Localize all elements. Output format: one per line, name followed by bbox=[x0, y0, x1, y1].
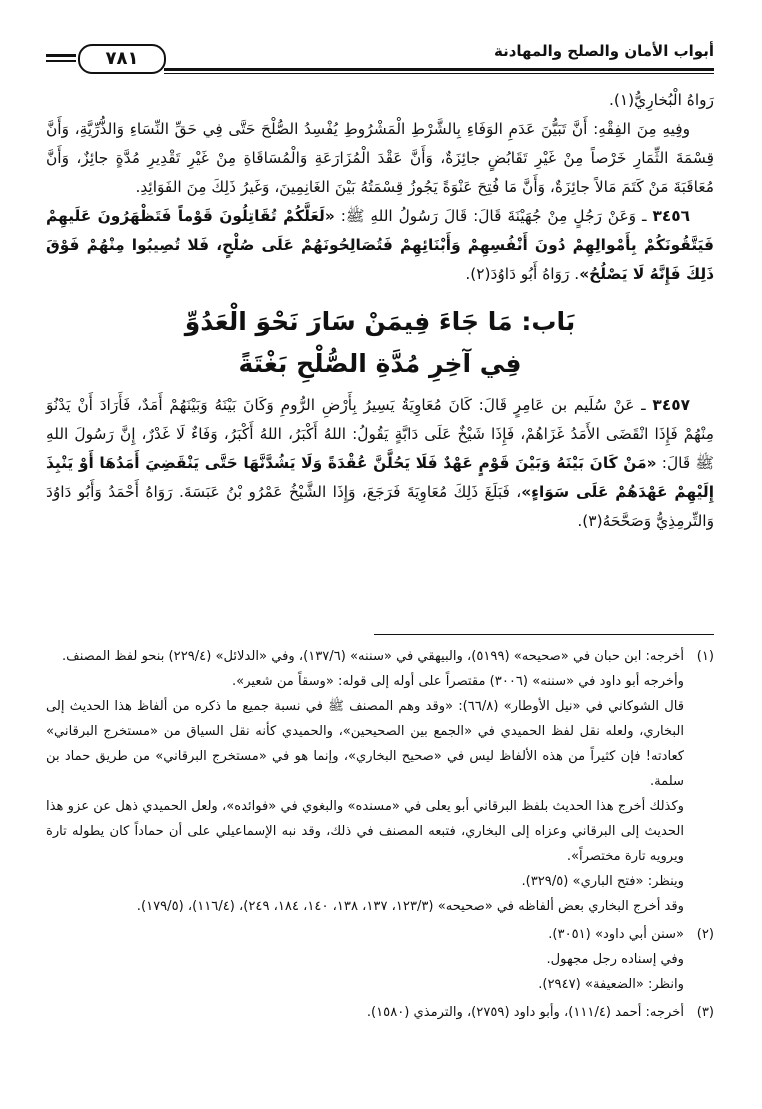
footnote-line: وفي إسناده رجل مجهول. bbox=[546, 952, 684, 967]
footnote-line: أخرجه: أحمد (١١١/٤)، وأبو داود (٢٧٥٩)، والترمذي (١٥٨٠). bbox=[366, 1005, 684, 1020]
header-dash bbox=[46, 54, 76, 57]
footnote-line: وكذلك أخرج هذا الحديث بلفظ البرقاني أبو يعلى في «مسنده» والبغوي في «فوائده»، ولعل الحميدي ذهل عن عزو هذا الحديث إلى البرقاني وعزاه إلى البخاري، فتبعه المصنف في ذلك، وقد نبه الإسماعيلي على أن حماداً كان يطوله تارة ويرويه تارة مختصراً». bbox=[46, 799, 684, 864]
running-title: أبواب الأمان والصلح والمهادنة bbox=[493, 42, 714, 60]
footnote-body bbox=[46, 922, 684, 997]
footnote bbox=[46, 1000, 714, 1025]
attribution-line: رَواهُ الْبُخارِيُّ(١). bbox=[608, 91, 714, 109]
hadith-quote: «لَعَلَّكُمْ تُقَاتِلُونَ قَوْماً فَتَظْهَرُونَ عَلَيهِمْ فَيَتَّقُونَكُمْ بِأَمْوالِهِمْ دُونَ أَنْفُسِهِمْ وَأَبْنَائِهِمْ فَتُصَالِحُونَهُمْ عَلَى صُلْحٍ، فَلا تُصِيبُوا مِنْهُمْ فَوْقَ ذَلِكَ فَإِنَّهُ لَا يَصْلُحُ» bbox=[46, 207, 714, 283]
footnote-line: «سنن أبي داود» (٣٠٥١). bbox=[548, 927, 684, 942]
footnote-line: قال الشوكاني في «نيل الأوطار» (٦٦/٨): «وقد وهم المصنف ﷺ في نسبة جميع ما ذكره من ألفاظ هذا الحديث إلى البخاري، ولعله نقل لفظ الحميدي في «الجمع بين الصحيحين»، والحميدي كأنه نقل السياق من «مستخرج البرقاني» كعادته! فإن كثيراً من هذه الألفاظ ليس في «صحيح البخاري»، وإنما هو في «مستخرج البرقاني» من طريق حماد بن سلمة. bbox=[46, 699, 684, 789]
hadith-source: . رَوَاهُ أَبُو دَاوُدَ(٢). bbox=[465, 265, 580, 283]
hadith-3457 bbox=[46, 391, 714, 536]
footnote-line: وانظر: «الضعيفة» (٢٩٤٧). bbox=[538, 977, 684, 992]
footnote-number: (٣) bbox=[696, 1005, 714, 1020]
footnote-line: وينظر: «فتح الباري» (٣٢٩/٥). bbox=[521, 874, 684, 889]
main-text bbox=[46, 86, 714, 536]
hadith-3456 bbox=[46, 202, 714, 289]
footnote-line: أخرجه: ابن حبان في «صحيحه» (٥١٩٩)، والبيهقي في «سننه» (١٣٧/٦)، وفي «الدلائل» (٢٢٩/٤) بنحو لفظ المصنف. bbox=[62, 649, 684, 664]
footnote-number: (١) bbox=[696, 649, 714, 664]
hadith-intro: ـ وَعَنْ رَجُلٍ مِنْ جُهَيْنَةَ قَالَ: قَالَ رَسُولُ اللهِ ﷺ: bbox=[334, 207, 653, 225]
footnote-line: وأخرجه أبو داود في «سننه» (٣٠٠٦) مقتصراً على أوله إلى قوله: «وسقاً من شعير». bbox=[232, 674, 684, 689]
chapter-heading bbox=[46, 301, 714, 385]
footnote-body bbox=[46, 1000, 684, 1025]
hadith-number: ٣٤٥٦ bbox=[652, 207, 691, 225]
hadith-text: ـ عَنْ سُلَيم بن عَامِرٍ قَالَ: كَانَ مُعَاوِيَةُ يَسِيرُ بِأَرْضِ الرُّومِ وَكَانَ بَيْنَهُ وَبَيْنَهُمْ أَمَدٌ، فَأَرَادَ أَنْ يَدْنُوَ مِنْهُمْ فَإِذَا انْقَضَى الأَمَدُ غَزَاهُمْ، فَإِذَا شَيْخٌ عَلَى دَابَّةٍ يَقُولُ: اللهُ أَكْبَرُ، اللهُ أَكْبَرُ، وَفَاءٌ لَا غَدْرٌ، إِنَّ رَسُولَ اللهِ ﷺ قَالَ: bbox=[46, 396, 714, 472]
footnote bbox=[46, 922, 714, 997]
footnote-body bbox=[46, 644, 684, 919]
footnote-separator bbox=[374, 634, 714, 635]
footnote-number: (٢) bbox=[696, 927, 714, 942]
hadith-number: ٣٤٥٧ bbox=[652, 396, 690, 414]
fiqh-paragraph: وفِيهِ مِنَ الفِقْهِ: أَنَّ تَبَيُّنَ عَدَمِ الوَفَاءِ بِالشَّرْطِ الْمَشْرُوطِ يُفْسِدُ الصُّلْحَ حَتَّى فِي حَقِّ النِّسَاءِ وَالذُّرِّيَّةِ، وَأَنَّ قِسْمَةَ الثِّمَارِ خَرْصاً مِنْ غَيْرِ تَقَابُضٍ جائِزَةٌ، وَأَنَّ عَقْدَ الْمُزَارَعَةِ وَالْمُسَاقَاةِ مِنْ غَيْرِ تَقْدِيرِ مُدَّةٍ جائِزٌ، وَأَنَّ مُعَاقَبَةَ مَنْ كَتَمَ مَالاً جائِزَةٌ، وَأَنَّ مَا فُتِحَ عَنْوَةً يَجُوزُ قِسْمَتُهُ بَيْنَ الغَانِمِينَ، وَغَيرُ ذَلِكَ مِنَ الفَوَائِدِ. bbox=[46, 120, 714, 196]
header-dash-lower bbox=[46, 60, 76, 62]
book-page bbox=[46, 0, 714, 1109]
footnote bbox=[46, 644, 714, 919]
footnotes bbox=[46, 644, 714, 1028]
hadith-quote: «مَنْ كَانَ بَيْنَهُ وَبَيْنَ قَوْمٍ عَهْدٌ فَلَا يَحُلَّنَّ عُقْدَةً وَلَا يَشُدَّنَّهَا حَتَّى يَنْقَضِيَ أَمَدُهَا أَوْ يَنْبِذَ إِلَيْهِمْ عَهْدَهُمْ عَلَى سَوَاءٍ» bbox=[46, 454, 714, 501]
page-header bbox=[46, 38, 714, 78]
hadith-text: ، فَبَلَغَ ذَلِكَ مُعَاوِيَةَ فَرَجَعَ، وَإِذَا الشَّيْخُ عَمْرُو بْنُ عَبَسَةَ. رَوَاهُ أَحْمَدُ وَأَبُو دَاوُدَ وَالتِّرمِذِيُّ وَصَحَّحَهُ(٣). bbox=[46, 483, 714, 530]
page-number: ٧٨١ bbox=[78, 44, 166, 74]
footnote-line: وقد أخرج البخاري بعض ألفاظه في «صحيحه» (١٢٣/٣، ١٣٧، ١٣٨، ١٤٠، ١٨٤، ٢٤٩)، (١١٦/٤)، (١٧٩/٥). bbox=[136, 899, 684, 914]
chapter-heading-line: بَاب: مَا جَاءَ فِيمَنْ سَارَ نَحْوَ الْعَدُوِّ bbox=[184, 307, 576, 336]
chapter-heading-line: فِي آخِرِ مُدَّةِ الصُّلْحِ بَغْتَةً bbox=[238, 349, 522, 378]
header-rule bbox=[164, 68, 714, 71]
header-rule-thin bbox=[164, 73, 714, 74]
